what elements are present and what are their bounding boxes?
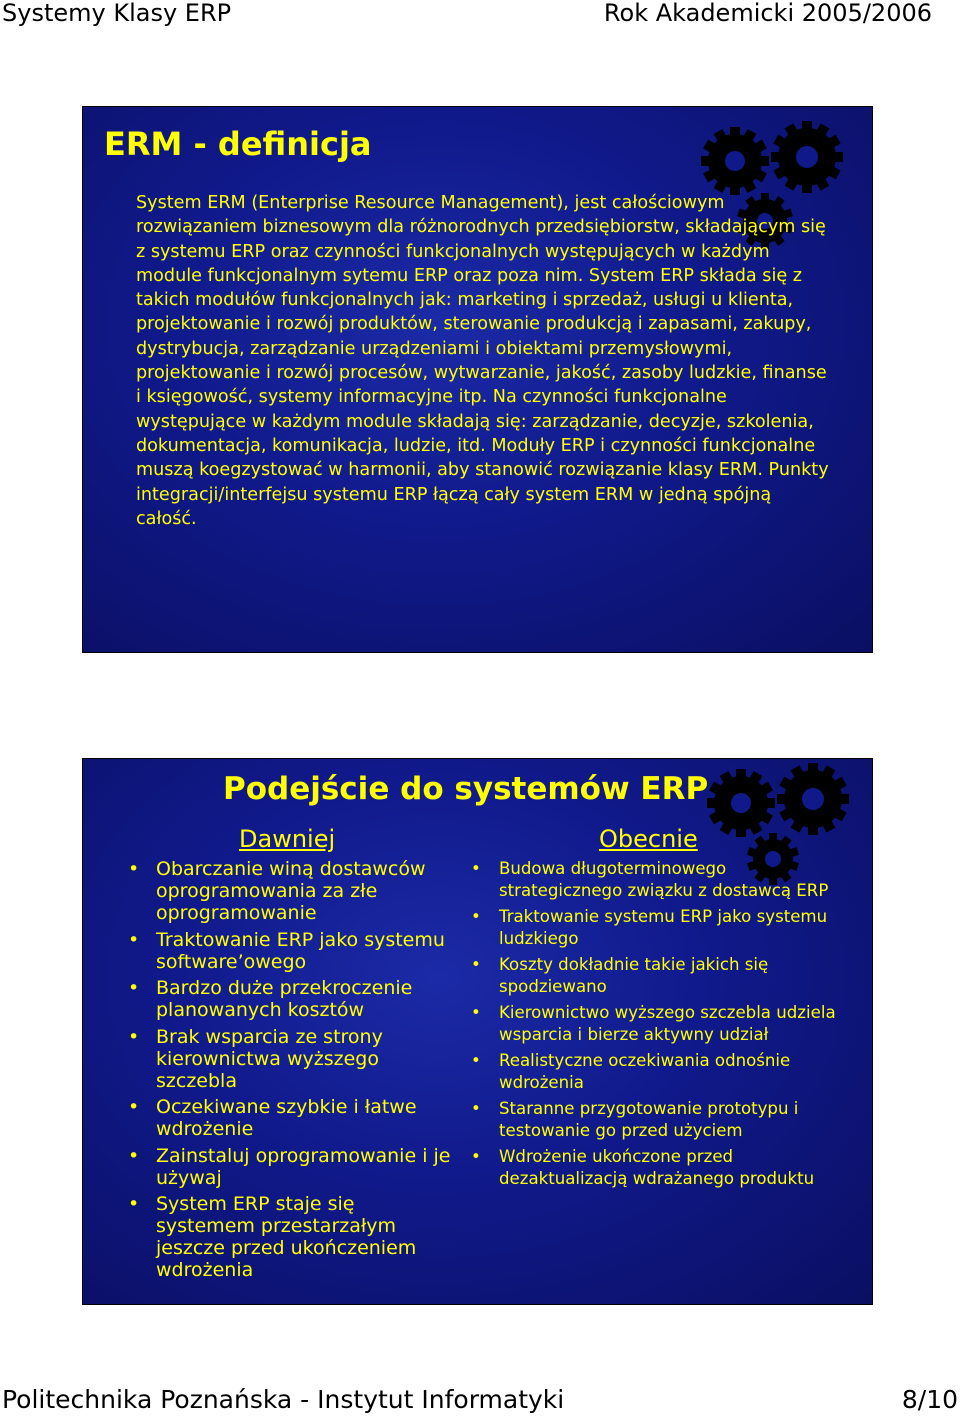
list-item-text: Obarczanie winą dostawców oprogramowania za złe oprogramowanie: [156, 858, 426, 924]
list-item: [128, 977, 456, 1021]
column-heading-present: Obecnie: [599, 825, 698, 853]
list-item-text: Oczekiwane szybkie i łatwe wdrożenie: [156, 1096, 417, 1140]
bullet-icon: •: [471, 1051, 481, 1070]
bullet-icon: •: [471, 955, 481, 974]
bullet-icon: •: [128, 1096, 140, 1118]
list-item: [128, 1193, 456, 1281]
list-item: [471, 1050, 839, 1094]
bullet-icon: •: [471, 1099, 481, 1118]
list-item: [128, 1096, 456, 1140]
list-item-text: Bardzo duże przekroczenie planowanych kosztów: [156, 977, 413, 1021]
slide-erp-approach: [82, 758, 873, 1305]
list-item-text: Traktowanie systemu ERP jako systemu ludzkiego: [499, 907, 828, 948]
page-header-title: Systemy Klasy ERP: [2, 0, 232, 27]
bullet-icon: •: [128, 928, 140, 951]
list-item: [471, 954, 839, 998]
bullet-icon: •: [128, 1193, 140, 1215]
bullet-icon: •: [128, 1144, 140, 1167]
list-item-text: Staranne przygotowanie prototypu i testowanie go przed użyciem: [499, 1099, 799, 1140]
list-item: [128, 928, 456, 973]
bullet-icon: •: [471, 1003, 481, 1022]
column-heading-past: Dawniej: [239, 825, 336, 853]
list-item-text: Brak wsparcia ze strony kierownictwa wyższego szczebla: [156, 1025, 383, 1092]
list-item: [471, 858, 839, 902]
slide-erm-definition: [82, 106, 873, 653]
list-item: [471, 906, 839, 950]
list-item-text: Zainstaluj oprogramowanie i je używaj: [156, 1144, 451, 1189]
bullet-icon: •: [128, 977, 140, 999]
list-item-text: Realistyczne oczekiwania odnośnie wdrożenia: [499, 1051, 791, 1092]
bullet-icon: •: [471, 907, 481, 926]
list-item-text: Koszty dokładnie takie jakich się spodziewano: [499, 955, 769, 996]
list-item-text: System ERP staje się systemem przestarzałym jeszcze przed ukończeniem wdrożenia: [156, 1193, 417, 1281]
list-item-text: Traktowanie ERP jako systemu software’owego: [156, 928, 445, 973]
past-list: [128, 858, 456, 1286]
list-item: [471, 1146, 839, 1190]
list-item-text: Budowa długoterminowego strategicznego związku z dostawcą ERP: [499, 859, 829, 900]
page-footer-institution: Politechnika Poznańska - Instytut Informatyki: [2, 1385, 565, 1414]
bullet-icon: •: [128, 858, 140, 880]
page-header-year: Rok Akademicki 2005/2006: [603, 0, 932, 27]
page-number: 8/10: [901, 1385, 958, 1414]
bullet-icon: •: [471, 1147, 481, 1166]
list-item: [128, 1144, 456, 1189]
list-item: [471, 1098, 839, 1142]
bullet-icon: •: [128, 1025, 140, 1048]
definition-paragraph: System ERM (Enterprise Resource Management), jest całościowym rozwiązaniem biznesowym dla różnorodnych przedsiębiorstw, składającym się z systemu ERP oraz czynności funkcjonalnych występujących w każdym module funkcjonalnym sytemu ERP oraz poza nim. System ERP składa się z takich modułów funkcjonalnych jak: marketing i sprzedaż, usługi u klienta, projektowanie i rozwój produktów, sterowanie produkcją i zapasami, zakupy, dystrybucja, zarządzanie urządzeniami i obiektami przemysłowymi, projektowanie i rozwój procesów, wytwarzanie, jakość, zasoby ludzkie, finanse i księgowość, systemy informacyjne itp. Na czynności funkcjonalne występujące w każdym module składają się: zarządzanie, decyzje, szkolenia, dokumentacja, komunikacja, ludzie, itd. Moduły ERP i czynności funkcjonalne muszą koegzystować w harmonii, aby stanowić rozwiązanie klasy ERM. Punkty integracji/interfejsu systemu ERP łączą cały system ERM w jedną spójną całość.: [136, 193, 829, 529]
list-item: [471, 1002, 839, 1046]
slide-title: Podejście do systemów ERP: [223, 771, 709, 807]
list-item-text: Wdrożenie ukończone przed dezaktualizacją wdrażanego produktu: [499, 1147, 815, 1188]
list-item: [128, 1025, 456, 1092]
list-item: [128, 858, 456, 924]
list-item-text: Kierownictwo wyższego szczebla udziela wsparcia i bierze aktywny udział: [499, 1003, 836, 1044]
bullet-icon: •: [471, 859, 481, 878]
slide-title: ERM - definicja: [104, 125, 372, 163]
present-list: [471, 858, 839, 1194]
